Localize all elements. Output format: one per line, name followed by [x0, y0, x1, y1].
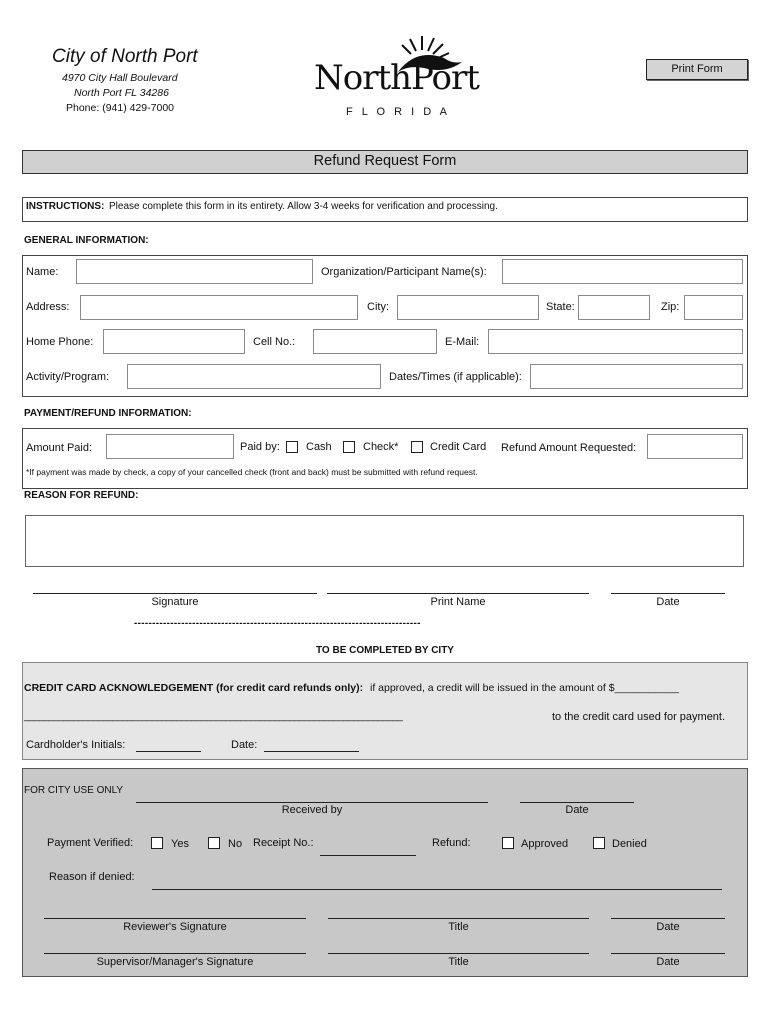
supervisor-signature-line[interactable]	[44, 953, 306, 954]
payment-heading: PAYMENT/REFUND INFORMATION:	[24, 408, 192, 419]
credit-amount-line[interactable]: _____________________________________________________________________________	[24, 711, 403, 722]
reviewer-signature-caption: Reviewer's Signature	[123, 921, 227, 933]
date-caption: Date	[656, 596, 680, 608]
ack-date-line[interactable]	[264, 751, 359, 752]
received-date-line[interactable]	[520, 802, 634, 803]
refund-requested-label: Refund Amount Requested:	[501, 442, 637, 454]
denied-label: Denied	[612, 838, 647, 850]
reviewer-date-line[interactable]	[611, 918, 725, 919]
activity-field[interactable]	[127, 364, 381, 389]
home-phone-label: Home Phone:	[26, 336, 94, 348]
reason-heading: REASON FOR REFUND:	[24, 490, 139, 501]
reviewer-title-caption: Title	[448, 921, 469, 933]
city-name: City of North Port	[52, 46, 198, 67]
state-field[interactable]	[578, 295, 650, 320]
check-note: *If payment was made by check, a copy of your cancelled check (front and back) must be submitted with refund request.	[26, 467, 478, 477]
supervisor-title-line[interactable]	[328, 953, 589, 954]
name-field[interactable]	[76, 259, 313, 284]
approved-checkbox[interactable]	[502, 837, 514, 849]
initials-line[interactable]	[136, 751, 201, 752]
verified-yes-label: Yes	[171, 838, 189, 850]
cash-label: Cash	[306, 441, 332, 453]
paid-by-label: Paid by:	[240, 441, 280, 453]
address-field[interactable]	[80, 295, 358, 320]
print-name-caption: Print Name	[430, 596, 486, 608]
initials-label: Cardholder's Initials:	[26, 739, 126, 751]
city-use-heading: FOR CITY USE ONLY	[24, 785, 124, 796]
organization-label: Organization/Participant Name(s):	[321, 266, 487, 278]
state-label: State:	[546, 301, 575, 313]
payment-verified-label: Payment Verified:	[47, 837, 134, 849]
address-label: Address:	[26, 301, 70, 313]
phone: Phone: (941) 429-7000	[66, 102, 174, 114]
refund-label: Refund:	[432, 837, 471, 849]
ack-date-label: Date:	[231, 739, 258, 751]
supervisor-title-caption: Title	[448, 956, 469, 968]
credit-card-checkbox[interactable]	[411, 441, 423, 453]
address-line1: 4970 City Hall Boulevard	[62, 72, 178, 84]
reason-field[interactable]	[25, 515, 744, 567]
signature-line[interactable]	[33, 593, 317, 594]
general-heading: GENERAL INFORMATION:	[24, 235, 149, 246]
credit-card-label: Credit Card	[430, 441, 487, 453]
denied-checkbox[interactable]	[593, 837, 605, 849]
supervisor-date-line[interactable]	[611, 953, 725, 954]
verified-no-checkbox[interactable]	[208, 837, 220, 849]
approved-label: Approved	[521, 838, 569, 850]
verified-no-label: No	[228, 838, 243, 850]
supervisor-date-caption: Date	[656, 956, 680, 968]
received-by-line[interactable]	[136, 802, 488, 803]
north-port-logo	[312, 32, 479, 124]
dates-label: Dates/Times (if applicable):	[389, 371, 522, 383]
signature-caption: Signature	[151, 596, 199, 608]
credit-ack-text: if approved, a credit will be issued in the amount of $___________	[370, 682, 679, 694]
credit-ack-label: CREDIT CARD ACKNOWLEDGEMENT (for credit card refunds only):	[24, 682, 364, 694]
amount-paid-label: Amount Paid:	[26, 442, 93, 454]
reviewer-date-caption: Date	[656, 921, 680, 933]
received-date-caption: Date	[565, 804, 589, 816]
instructions-label: INSTRUCTIONS:	[26, 201, 105, 212]
cell-label: Cell No.:	[253, 336, 296, 348]
email-field[interactable]	[488, 329, 743, 354]
reason-denied-line[interactable]	[152, 889, 722, 890]
cash-checkbox[interactable]	[286, 441, 298, 453]
received-by-caption: Received by	[281, 804, 343, 816]
check-checkbox[interactable]	[343, 441, 355, 453]
city-section-title: TO BE COMPLETED BY CITY	[316, 645, 454, 656]
verified-yes-checkbox[interactable]	[151, 837, 163, 849]
name-label: Name:	[26, 266, 59, 278]
logo-text: NorthPort	[314, 58, 479, 98]
activity-label: Activity/Program:	[26, 371, 110, 383]
amount-paid-field[interactable]	[106, 434, 234, 459]
logo-sub: F L O R I D A	[346, 106, 450, 118]
supervisor-signature-caption: Supervisor/Manager's Signature	[96, 956, 254, 968]
home-phone-field[interactable]	[103, 329, 245, 354]
form-title: Refund Request Form	[313, 153, 457, 169]
dashed-divider: -------------------------------------------------------------------------------	[134, 618, 421, 629]
refund-requested-field[interactable]	[647, 434, 743, 459]
reviewer-title-line[interactable]	[328, 918, 589, 919]
city-label: City:	[367, 301, 389, 313]
print-form-button[interactable]: Print Form	[646, 59, 748, 80]
address-line2: North Port FL 34286	[74, 87, 169, 99]
receipt-no-line[interactable]	[320, 855, 416, 856]
check-label: Check*	[363, 441, 399, 453]
city-field[interactable]	[397, 295, 539, 320]
credit-ack-line2: to the credit card used for payment.	[552, 711, 726, 723]
organization-field[interactable]	[502, 259, 743, 284]
instructions-text: Please complete this form in its entirety. Allow 3-4 weeks for verification and processing.	[109, 201, 498, 212]
reason-denied-label: Reason if denied:	[49, 871, 135, 883]
receipt-no-label: Receipt No.:	[253, 837, 314, 849]
print-name-line[interactable]	[327, 593, 589, 594]
cell-field[interactable]	[313, 329, 437, 354]
dates-field[interactable]	[530, 364, 743, 389]
zip-label: Zip:	[661, 301, 680, 313]
email-label: E-Mail:	[445, 336, 480, 348]
reviewer-signature-line[interactable]	[44, 918, 306, 919]
date-line[interactable]	[611, 593, 725, 594]
zip-field[interactable]	[684, 295, 743, 320]
